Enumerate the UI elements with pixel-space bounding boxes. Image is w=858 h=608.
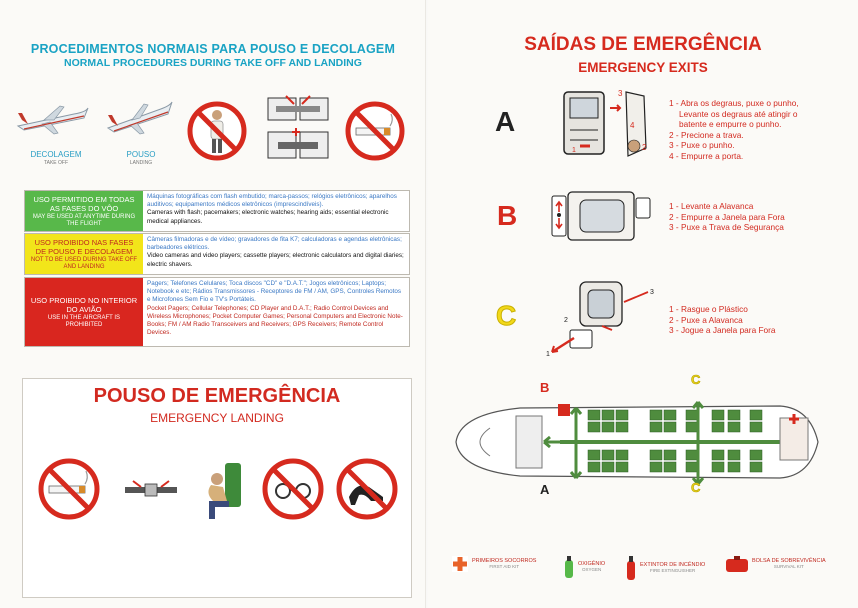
rule-text-permitted [143,191,409,231]
step-item: 3 - Jogue a Janela para Fora [669,325,776,335]
svg-text:1: 1 [572,147,576,154]
no-standing-icon [186,100,248,162]
takeoff-sublabel: TAKE OFF [43,160,69,166]
step-item: Levante os degraus até atingir o [679,108,798,119]
takeoff-plane-icon [14,100,92,140]
takeoff-label: DECOLAGEM [30,150,82,159]
rule-label-pt: USO PERMITIDO EM TODAS AS FASES DO VÔO [33,194,135,213]
rule-text-prohibited [143,278,409,346]
legend-text: EXTINTOR DE INCÊNDIO [640,562,706,568]
step-item: 2 - Empurre a Janela para Fora [669,211,785,222]
landing-label: POUSO [126,150,156,159]
legend-subtext: SURVIVAL KIT [773,564,804,569]
emergency-exits-title: SAÍDAS DE EMERGÊNCIA [524,34,762,55]
map-exit-b: B [540,380,550,395]
normal-procedures-title: PROCEDIMENTOS NORMAIS PARA POUSO E DECOLAGEM [30,42,396,56]
emergency-landing-box [22,378,412,598]
emergency-exits-subtitle: EMERGENCY EXITS [578,60,708,75]
rule-text-en: Cameras with flash; pacemakers; electronic watches; hearing aids; essential electronic medical appliances. [147,209,389,225]
seatbelt-icon [266,92,330,164]
exit-a-letter: A [495,106,516,137]
legend-subtext: OXYGEN [581,567,602,572]
fire-extinguisher-icon [626,556,636,580]
step-item: 2 - Puxe a Alavanca [669,314,743,325]
rule-row-takeoff-landing [24,233,410,275]
landing-plane-icon [104,98,176,138]
legend-fire-extinguisher [626,556,705,580]
step-item: 1 - Levante a Alavanca [669,201,754,211]
no-smoking-icon [344,100,406,162]
legend-oxygen [564,556,605,578]
rule-text-en: Pocket Pagers; Cellular Telephones; CD Player and D.A.T.; Radio Control Devices and Wireless Microphones; Pocket Computer Games; Personal Computers and Electronic Note-Books; FM / AM Radio Transceivers and Receivers; GPS Receivers; Remote Control Devices. [147,304,403,337]
first-aid-icon [452,556,468,572]
rule-row-prohibited [24,277,410,347]
legend-survival-kit [726,556,826,572]
rule-label-pt: USO PROIBIDO NAS FASES DE POUSO E DECOLAGEM [34,237,134,256]
rule-label-pt: USO PROIBIDO NO INTERIOR DO AVIÃO [30,295,138,314]
legend-text: BOLSA DE SOBREVIVÊNCIA [752,558,826,564]
legend-text: PRIMEIROS SOCORROS [472,558,537,564]
exit-a-steps [669,98,799,161]
no-glasses-icon [261,457,325,521]
rule-label-en: NOT TO BE USED DURING TAKE OFF AND LANDING [30,256,138,270]
exit-b-window-diagram [550,188,654,246]
normal-procedures-subtitle: NORMAL PROCEDURES DURING TAKE OFF AND LANDING [64,57,362,69]
aircraft-exit-map [450,388,850,496]
no-high-heels-icon [335,457,399,521]
legend-first-aid [452,556,536,572]
left-page [0,0,426,608]
rule-label-permitted [25,191,143,231]
svg-text:1: 1 [546,351,550,358]
takeoff-caption [28,150,84,168]
map-exit-a: A [540,482,550,497]
rule-text-pt: Câmeras filmadoras e de vídeo; gravadores de fita K7; calculadoras e agendas eletrônicas; barbeadores elétricos. [147,236,402,252]
svg-text:3: 3 [650,289,654,296]
legend-text: OXIGÊNIO [578,561,606,567]
landing-sublabel: LANDING [129,160,153,166]
legend-label [640,562,705,574]
exit-a-door-diagram [542,86,662,166]
map-exit-c-top: C [691,372,701,387]
rule-text-pt: Pagers; Telefones Celulares; Toca discos "CD" e "D.A.T."; Jogos eletrônicos; Laptops; Notebook e etc; Rádios Transmissores - Receptores de FM / AM, GPS, Controles Remotos e Microfones Sem Fio e TV's Portáteis. [147,280,402,304]
step-item: 3 - Puxe o punho. [669,140,735,150]
oxygen-bottle-icon [564,556,574,578]
exit-c-window-diagram [544,278,656,358]
landing-caption [118,150,164,168]
rule-row-permitted [24,190,410,232]
emergency-landing-title: POUSO DE EMERGÊNCIA [93,385,341,407]
step-item: batente e empurre o punho. [679,119,782,129]
exit-c-steps [669,304,776,336]
rule-label-takeoff-landing [25,234,143,274]
svg-text:2: 2 [642,143,647,152]
step-item: 1 - Rasgue o Plástico [669,304,748,314]
rule-text-pt: Máquinas fotográficas com flash embutido; marca-passos; relógios eletrônicos; aparelhos auditivos; equipamentos médicos eletrônicos (imprescindíveis). [147,193,397,209]
map-exit-c-bottom: C [691,480,701,495]
legend-label [472,558,536,570]
step-item: 4 - Empurre a porta. [669,150,744,161]
rule-label-en: MAY BE USED AT ANYTIME DURING THE FLIGHT [32,213,136,227]
rule-text-takeoff-landing [143,234,409,274]
rule-label-prohibited [25,278,143,346]
legend-subtext: FIRST AID KIT [489,564,520,569]
legend-subtext: FIRE EXTINGUISHER [650,568,696,573]
exit-b-steps [669,201,785,233]
legend-label [752,558,826,570]
svg-text:3: 3 [618,89,623,98]
right-page [428,0,858,608]
exit-b-letter: B [497,200,518,231]
step-item: 2 - Precione a trava. [669,129,744,140]
step-item: 3 - Puxe a Trava de Segurança [669,222,784,232]
exit-c-letter: C [496,300,517,331]
svg-text:4: 4 [630,121,635,130]
brace-position-icon [199,459,247,521]
svg-text:2: 2 [564,317,568,324]
rule-label-en: USE IN THE AIRCRAFT IS PROHIBITED [47,314,121,328]
survival-kit-icon [726,556,748,572]
no-smoking-icon [37,457,101,521]
step-item: 1 - Abra os degraus, puxe o punho, [669,98,799,108]
emergency-landing-subtitle: EMERGENCY LANDING [150,411,284,425]
seatbelt-buckle-icon [123,475,179,505]
rule-text-en: Video cameras and video players; cassette players; electronic calculators and digital diaries; electric shavers. [147,252,404,268]
legend-label [578,561,605,573]
